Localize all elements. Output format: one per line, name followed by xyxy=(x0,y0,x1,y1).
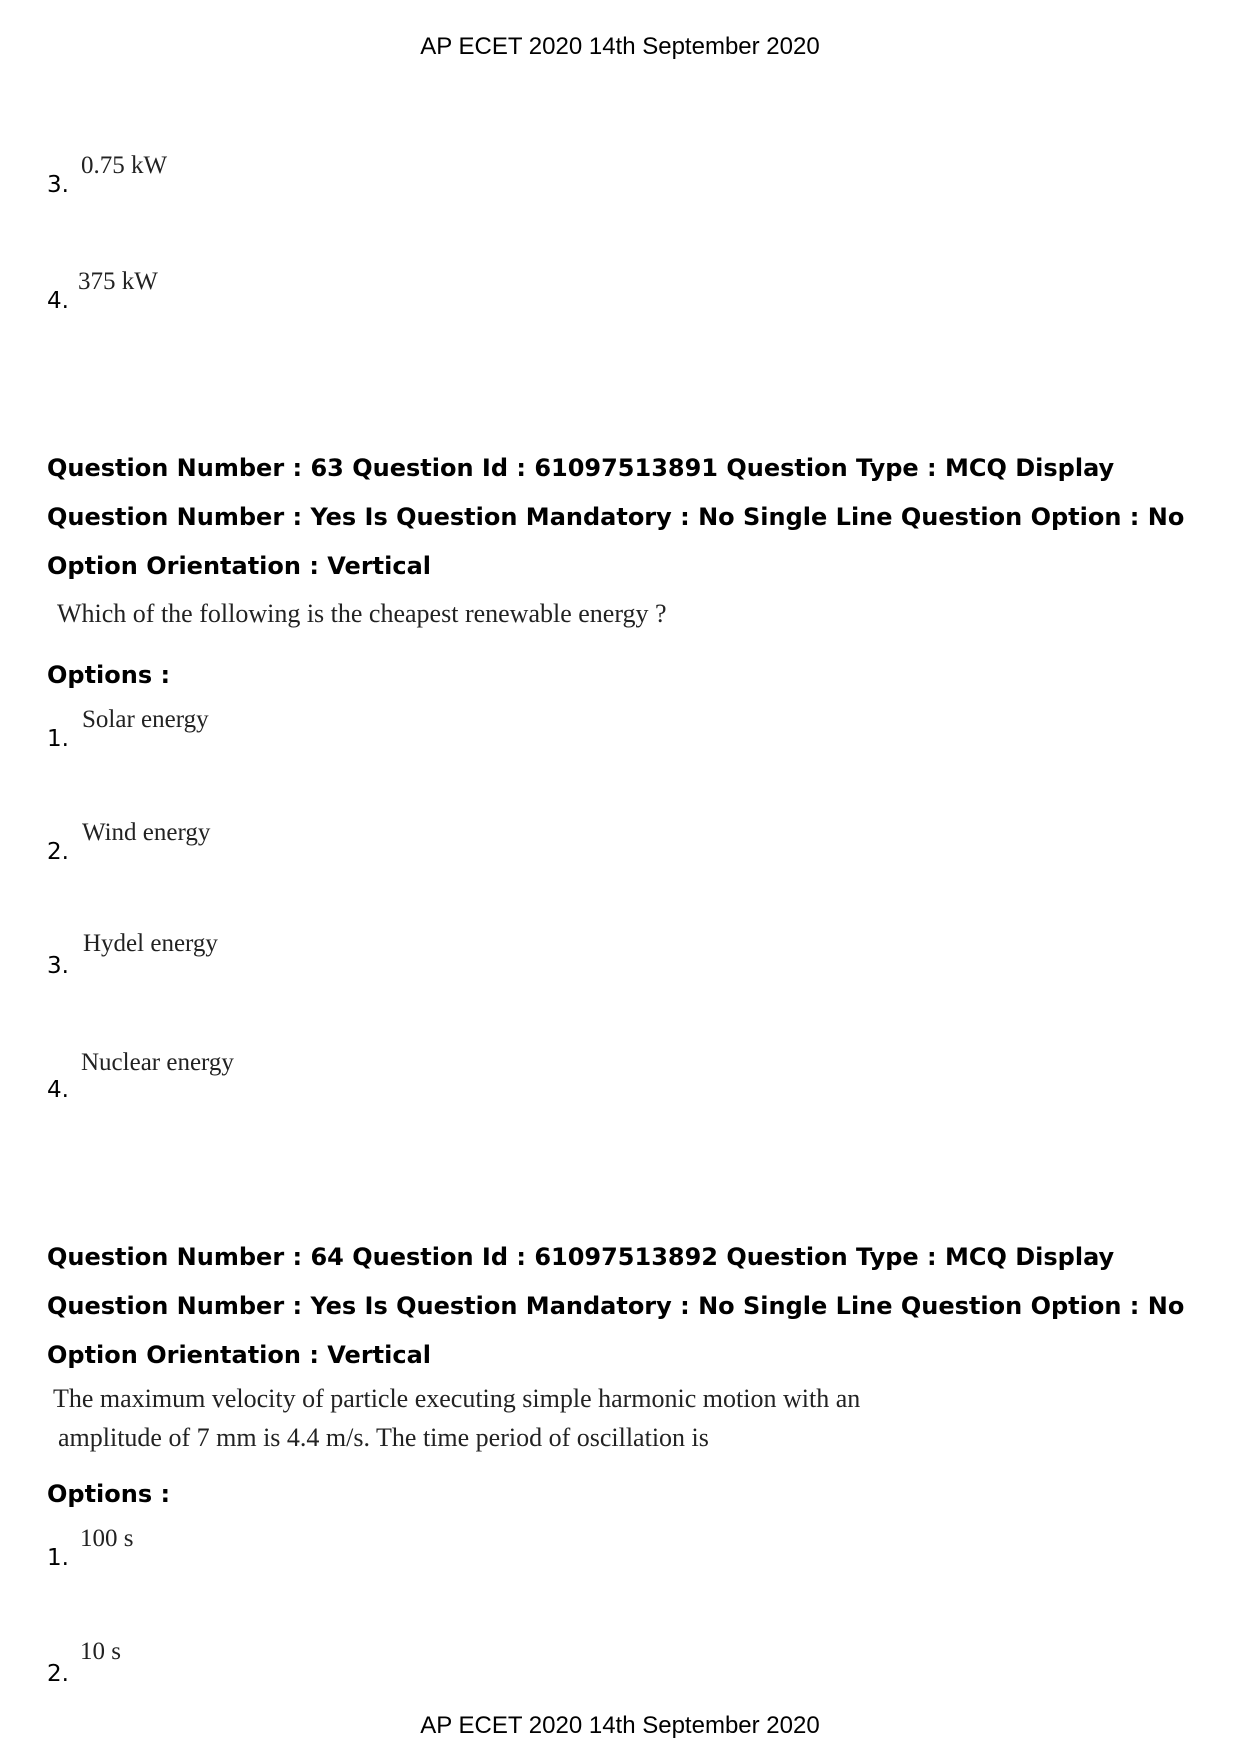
option-number: 4. xyxy=(47,288,69,314)
option-number: 1. xyxy=(47,726,69,752)
question-text-line-2: amplitude of 7 mm is 4.4 m/s. The time period of oscillation is xyxy=(58,1423,709,1452)
question-text: Which of the following is the cheapest renewable energy ? xyxy=(57,599,667,628)
option-text: 10 s xyxy=(80,1638,121,1665)
question-text-line-1: The maximum velocity of particle executing simple harmonic motion with an xyxy=(53,1384,861,1413)
option-number: 3. xyxy=(47,953,69,979)
page-footer: AP ECET 2020 14th September 2020 xyxy=(420,1712,820,1739)
option-number: 2. xyxy=(47,839,69,865)
question-meta: Question Number : 64 Question Id : 61097513892 Question Type : MCQ Display Question Number : Yes Is Question Mandatory : No Single Line Question Option : No Option Orientation : Vertical xyxy=(47,1243,1185,1369)
option-text: Hydel energy xyxy=(83,930,218,957)
option-number: 4. xyxy=(47,1077,69,1103)
option-text: Solar energy xyxy=(82,706,209,733)
options-label: Options : xyxy=(47,1480,171,1508)
option-number: 3. xyxy=(47,172,69,198)
option-text: 0.75 kW xyxy=(81,152,168,179)
question-meta: Question Number : 63 Question Id : 61097513891 Question Type : MCQ Display Question Number : Yes Is Question Mandatory : No Single Line Question Option : No Option Orientation : Vertical xyxy=(47,454,1185,580)
option-text: Nuclear energy xyxy=(81,1049,234,1076)
option-text: Wind energy xyxy=(82,819,211,846)
option-number: 2. xyxy=(47,1661,69,1687)
option-text: 100 s xyxy=(80,1525,134,1552)
option-number: 1. xyxy=(47,1545,69,1571)
page-header: AP ECET 2020 14th September 2020 xyxy=(420,33,820,60)
option-text: 375 kW xyxy=(78,268,158,295)
options-label: Options : xyxy=(47,661,171,689)
